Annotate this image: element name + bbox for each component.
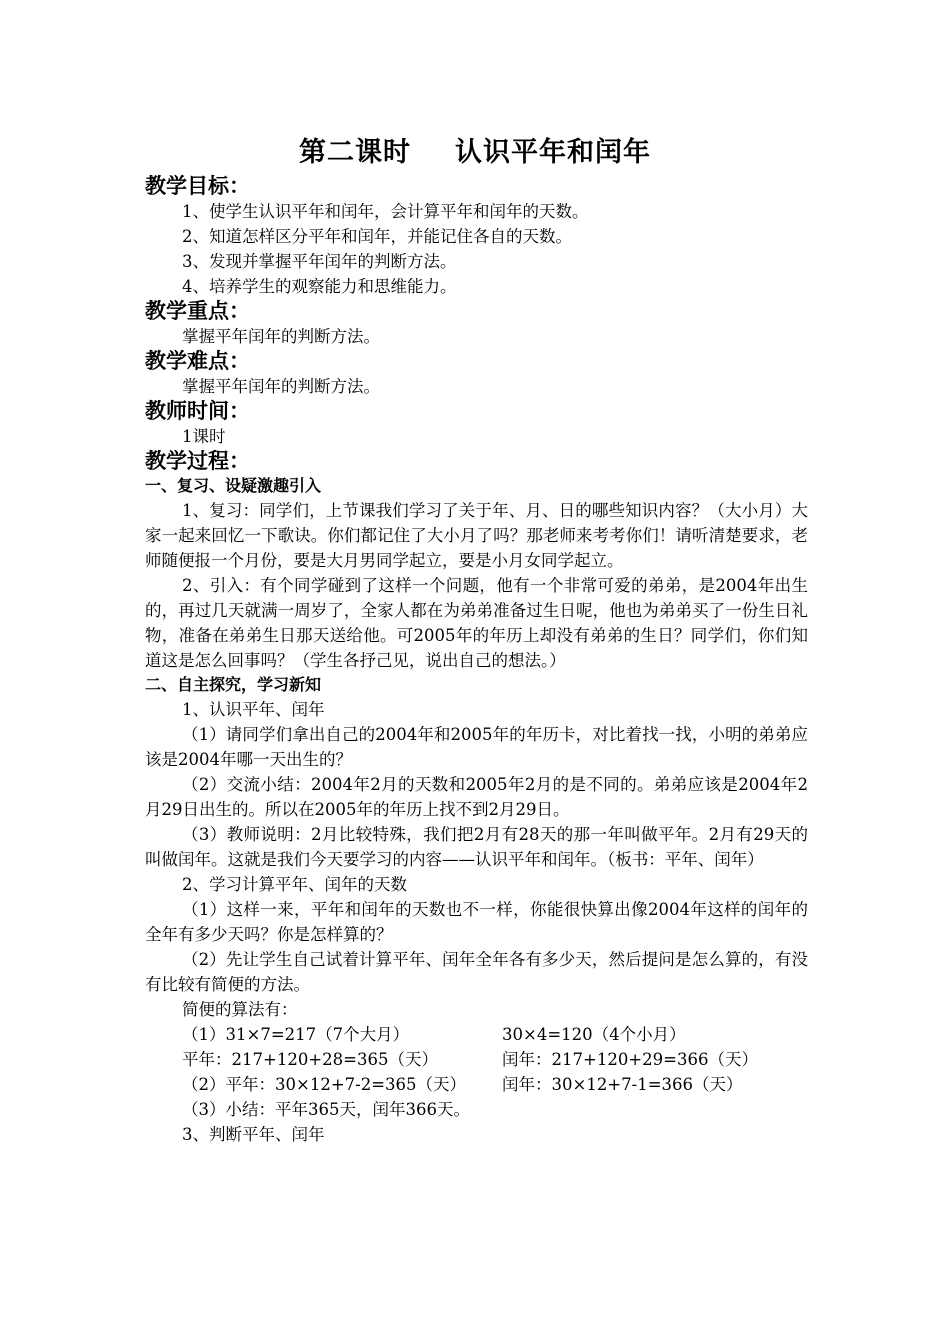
subheading: 3、判断平年、闰年 [182,1125,325,1144]
title-lesson: 第二课时 [299,137,411,168]
part1-heading: 一、复习、设疑激趣引入 [145,476,322,495]
paragraph: 2、引入：有个同学碰到了这样一个问题，他有一个非常可爱的弟弟，是2004年出生的，再过几天就满一周岁了，全家人都在为弟弟准备过生日呢，他也为弟弟买了一份生日礼物，准备在弟弟生日那天送给他。可2005年的年历上却没有弟弟的生日？同学们，你们知道这是怎么回事吗？（学生各抒己见，说出自己的想法。） [145,576,808,670]
method-cell: 30×4=120（4个小月） [502,1025,686,1044]
goals-heading: 教学目标： [145,174,250,198]
goal-item: 1、使学生认识平年和闰年，会计算平年和闰年的天数。 [182,202,589,221]
method-row [145,1022,808,1047]
method-intro: 简便的算法有： [182,1000,298,1019]
method-cell: 闰年：217+120+29=366（天） [502,1050,758,1069]
method-cell: （1）31×7=217（7个大月） [182,1025,410,1044]
key-point-heading: 教学重点： [145,299,250,323]
paragraph: 1、复习：同学们，上节课我们学习了关于年、月、日的哪些知识内容？（大小月）大家一起来回忆一下歌诀。你们都记住了大小月了吗？那老师来考考你们！请听清楚要求，老师随便报一个月份，要是大月男同学起立，要是小月女同学起立。 [145,501,808,570]
method-cell: （2）平年：30×12+7-2=365（天） [182,1075,467,1094]
method-cell: 平年：217+120+28=365（天） [182,1050,438,1069]
method-row [145,1072,808,1097]
goal-item: 4、培养学生的观察能力和思维能力。 [182,277,457,296]
method-cell: 闰年：30×12+7-1=366（天） [502,1075,743,1094]
difficulty-heading: 教学难点： [145,349,250,373]
goal-item: 2、知道怎样区分平年和闰年，并能记住各自的天数。 [182,227,572,246]
subheading: 2、学习计算平年、闰年的天数 [182,875,407,894]
subheading: 1、认识平年、闰年 [182,700,325,719]
time-heading: 教师时间： [145,399,250,423]
page-title [0,130,950,169]
difficulty-text: 掌握平年闰年的判断方法。 [182,377,380,396]
paragraph: （1）请同学们拿出自己的2004年和2005年的年历卡，对比着找一找，小明的弟弟应该是2004年哪一天出生的？ [145,725,808,769]
paragraph: （2）先让学生自己试着计算平年、闰年全年各有多少天，然后提问是怎么算的，有没有比较有简便的方法。 [145,950,808,994]
method-row [145,1047,808,1072]
process-heading: 教学过程： [145,449,250,473]
time-text: 1课时 [182,427,226,446]
part2-heading: 二、自主探究，学习新知 [145,675,322,694]
paragraph: （1）这样一来，平年和闰年的天数也不一样，你能很快算出像2004年这样的闰年的全年有多少天吗？你是怎样算的？ [145,900,808,944]
key-point-text: 掌握平年闰年的判断方法。 [182,327,380,346]
title-topic: 认识平年和闰年 [455,137,651,168]
paragraph: （3）教师说明：2月比较特殊，我们把2月有28天的那一年叫做平年。2月有29天的叫做闰年。这就是我们今天要学习的内容——认识平年和闰年。（板书：平年、闰年） [145,825,808,869]
goal-item: 3、发现并掌握平年闰年的判断方法。 [182,252,457,271]
document-body [145,174,808,1147]
summary-line: （3）小结：平年365天，闰年366天。 [182,1100,470,1119]
paragraph: （2）交流小结：2004年2月的天数和2005年2月的是不同的。弟弟应该是2004年2月29日出生的。所以在2005年的年历上找不到2月29日。 [145,775,808,819]
